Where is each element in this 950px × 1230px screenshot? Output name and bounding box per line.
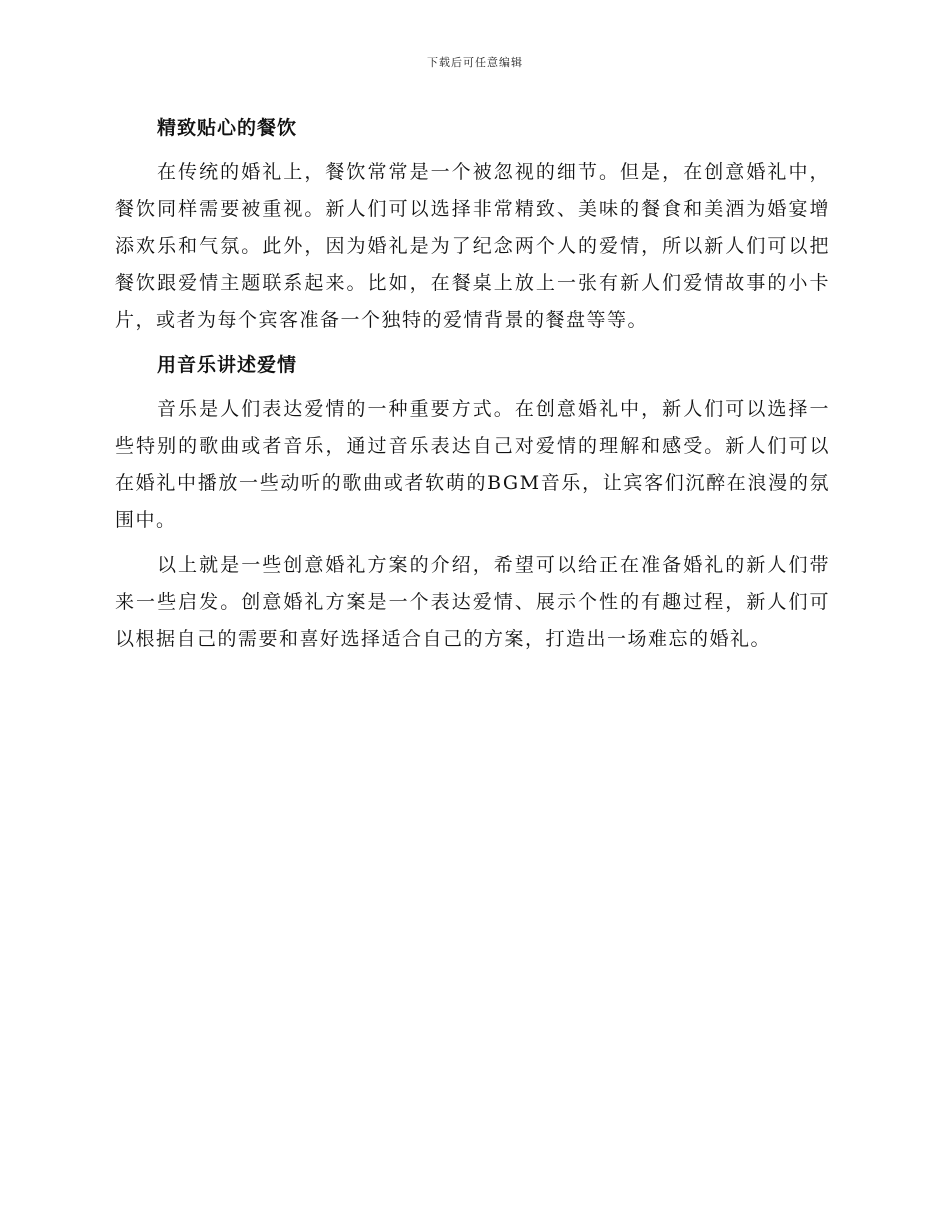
section-heading-music: 用音乐讲述爱情: [157, 354, 298, 376]
conclusion-paragraph: 以上就是一些创意婚礼方案的介绍，希望可以给正在准备婚礼的新人们带来一些启发。创意婚礼方案是一个表达爱情、展示个性的有趣过程，新人们可以根据自己的需要和喜好选择适合自己的方案，打造出一场难忘的婚礼。: [115, 554, 830, 650]
section-paragraph-catering: 在传统的婚礼上，餐饮常常是一个被忽视的细节。但是，在创意婚礼中，餐饮同样需要被重视。新人们可以选择非常精致、美味的餐食和美酒为婚宴增添欢乐和气氛。此外，因为婚礼是为了纪念两个人的爱情，所以新人们可以把餐饮跟爱情主题联系起来。比如，在餐桌上放上一张有新人们爱情故事的小卡片，或者为每个宾客准备一个独特的爱情背景的餐盘等等。: [115, 161, 830, 331]
document-body: [115, 110, 830, 658]
section-heading-catering: 精致贴心的餐饮: [157, 117, 298, 139]
page-header: 下载后可任意编辑: [427, 56, 523, 69]
section-paragraph-music: 音乐是人们表达爱情的一种重要方式。在创意婚礼中，新人们可以选择一些特别的歌曲或者音乐，通过音乐表达自己对爱情的理解和感受。新人们可以在婚礼中播放一些动听的歌曲或者软萌的BGM音乐，让宾客们沉醉在浪漫的氛围中。: [115, 398, 830, 531]
